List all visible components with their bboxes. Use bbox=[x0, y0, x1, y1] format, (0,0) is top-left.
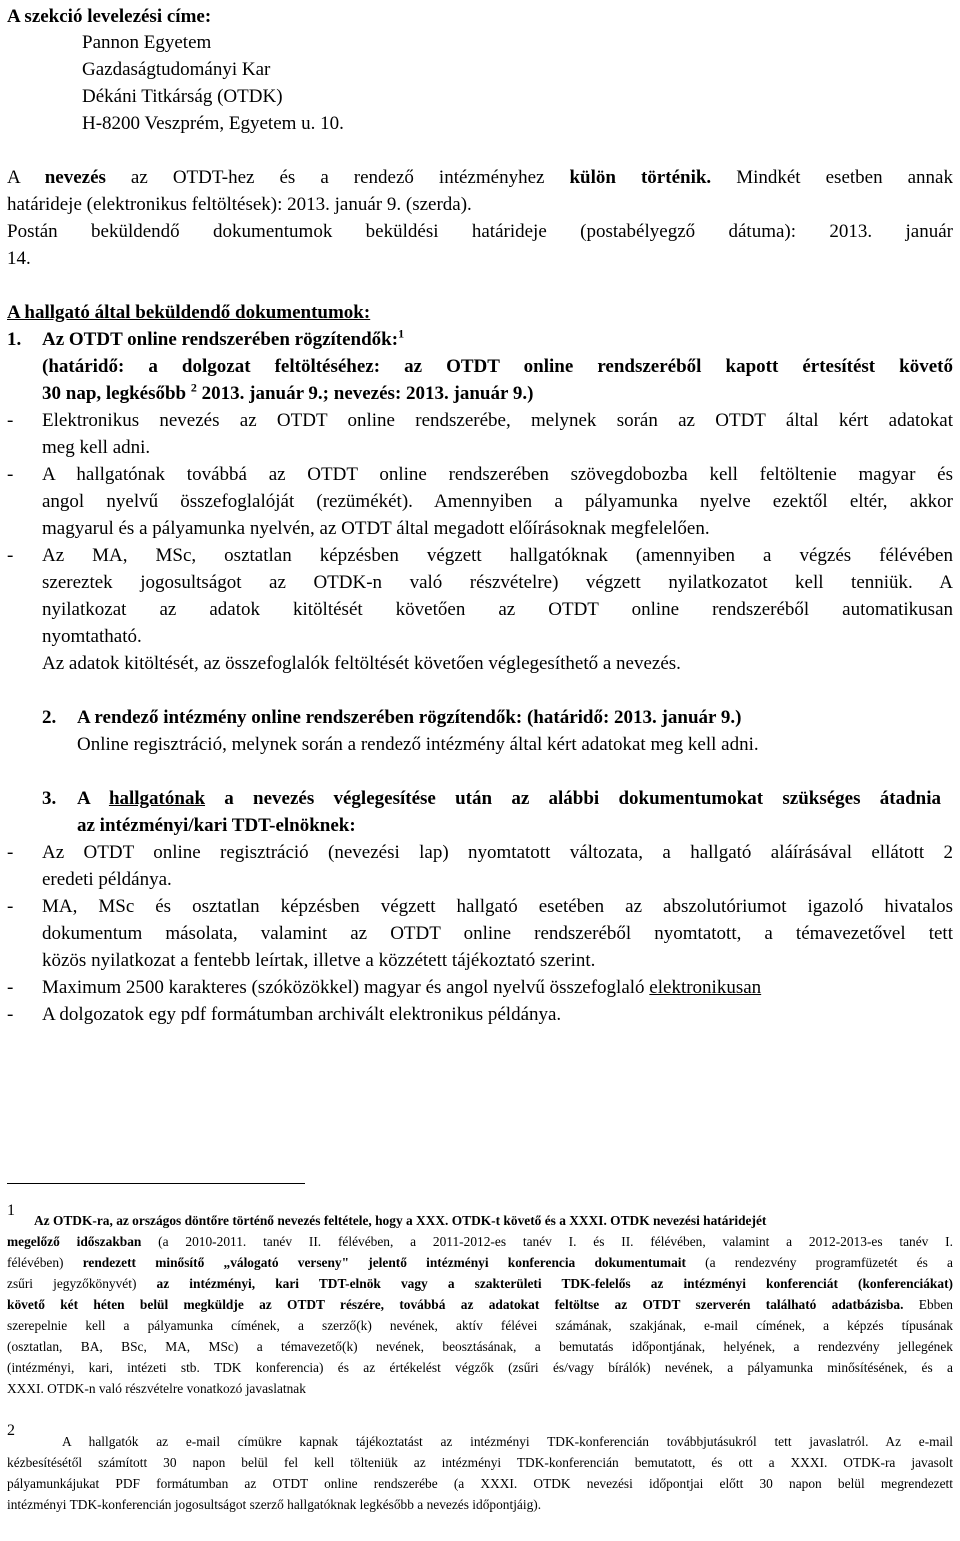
footnote-1-line-9: XXXI. OTDK-n való részvételre vonatkozó javaslatnak bbox=[7, 1381, 306, 1396]
bullet3-4: A dolgozatok egy pdf formátumban archivált elektronikus példánya. bbox=[42, 1004, 562, 1025]
bullet1-3-line-3: nyilatkozat az adatok kitöltését követően az OTDT online rendszeréből automatikusan bbox=[42, 599, 953, 620]
footnote-ref-2: 2 bbox=[190, 380, 197, 395]
footnote-1-line-1: Az OTDK-ra, az országos döntőre történő nevezés feltétele, hogy a XXX. OTDK-t követő és a XXXI. OTDK nevezési határidejét bbox=[34, 1213, 767, 1228]
footnote-1-line-6: szerepelnie kell a pályamunka címének, a szerző(k) nevének, aktív félévei számának, szakjának, e-mail címének, a képzés típusának bbox=[7, 1318, 953, 1333]
address-line-3: Dékáni Titkárság (OTDK) bbox=[82, 86, 283, 107]
footnote-1-line-2: megelőző időszakban (a 2010-2011. tanév II. félévében, a 2011-2012-es tanév I. és II. félévében, valamint a 2012-2013-es tanév I. bbox=[7, 1234, 953, 1249]
bullet-dash: - bbox=[7, 545, 14, 566]
docs-heading: A hallgató által beküldendő dokumentumok: bbox=[7, 302, 371, 323]
item1-deadline-line-1: (határidő: a dolgozat feltöltéséhez: az OTDT online rendszeréből kapott értesítést követő bbox=[42, 356, 953, 377]
intro-line-4: 14. bbox=[7, 248, 31, 269]
footnote-2-line-4: intézményi TDK-konferencián jogosultságot szerző hallgatóknak legkésőbb a nevezés időpontjáig). bbox=[7, 1497, 542, 1512]
item3-title-line-2: az intézményi/kari TDT-elnöknek: bbox=[77, 815, 356, 836]
footnote-2-line-3: pályamunkájukat PDF formátumban az OTDT online rendszerébe (a XXXI. OTDK nevezési időpontjai előtt 30 napon belül megrendezett bbox=[7, 1476, 953, 1491]
footnote-1-line-8: (intézményi, kari, intézeti stb. TDK konferencia) és az értékelést végzők (zsűri és/vagy bírálók) nevének, a pályamunka minősítésének, és a bbox=[7, 1360, 953, 1375]
bullet-dash: - bbox=[7, 410, 14, 431]
footnote-2-line-1: A hallgatók az e-mail címükre kapnak tájékoztatást az intézményi TDK-konferencián továbbjutásukról tett javaslatról. Az e-mail bbox=[62, 1434, 953, 1449]
footnote-1-line-3: félévében) rendezett minősítő „válogató verseny" jelentő intézményi konferencia dokumentumait (a rendezvény programfüzetét és a bbox=[7, 1255, 953, 1270]
item1-title: Az OTDT online rendszerében rögzítendők:$^1$ bbox=[42, 326, 405, 350]
bullet-dash: - bbox=[7, 464, 14, 485]
bullet3-3: Maximum 2500 karakteres (szóközökkel) magyar és angol nyelvű összefoglaló elektronikusan bbox=[42, 977, 762, 998]
bullet1-1-line-2: meg kell adni. bbox=[42, 437, 151, 458]
bullet-dash: - bbox=[7, 842, 14, 863]
intro-line-2: határideje (elektronikus feltöltések): 2013. január 9. (szerda). bbox=[7, 194, 472, 215]
bullet-dash: - bbox=[7, 977, 14, 998]
footnote-ref-1: 1 bbox=[398, 326, 405, 341]
item1-deadline-line-2: 30 nap, legkésőbb $^2$ 2013. január 9.; nevezés: 2013. január 9.) bbox=[42, 380, 534, 404]
item1-number: 1. bbox=[7, 329, 22, 350]
bullet3-1-line-1: Az OTDT online regisztráció (nevezési lap) nyomtatott változata, a hallgató aláírásával ellátott 2 bbox=[42, 842, 953, 863]
item2-description: Online regisztráció, melynek során a rendező intézmény által kért adatokat meg kell adni. bbox=[77, 734, 759, 755]
bullet3-2-line-3: közös nyilatkozat a fentebb leírtak, illetve a közzétett tájékoztató szerint. bbox=[42, 950, 596, 971]
bullet-dash: - bbox=[7, 896, 14, 917]
intro-line-3: Postán beküldendő dokumentumok beküldési határideje (postabélyegző dátuma): 2013. január bbox=[7, 221, 953, 242]
footnote-2-number: 2 bbox=[7, 1422, 15, 1439]
bullet1-1-line-1: Elektronikus nevezés az OTDT online rendszerébe, melynek során az OTDT által kért adatokat bbox=[42, 410, 953, 431]
address-heading: A szekció levelezési címe: bbox=[7, 6, 212, 27]
footnote-2-line-2: kézbesítésétől számított 30 napon belül fel kell tölteniük az intézményi TDK-konferencián bemutatott, és ott a XXXI. OTDK-ra javasolt bbox=[7, 1455, 953, 1470]
item3-number: 3. bbox=[42, 788, 57, 809]
item3-title-line-1: A hallgatónak a nevezés véglegesítése után az alábbi dokumentumokat szükséges átadnia bbox=[77, 788, 941, 809]
footnote-separator bbox=[7, 1183, 305, 1184]
intro-line-1: A nevezés az OTDT-hez és a rendező intézményhez külön történik. Mindkét esetben annak bbox=[7, 167, 953, 188]
footnote-1-line-7: (osztatlan, BA, BSc, MA, MSc) a témavezető(k) nevének, beosztásának, a bemutatás időpontjának, helyének, a rendezvény jellegének bbox=[7, 1339, 953, 1354]
bullet3-1-line-2: eredeti példánya. bbox=[42, 869, 172, 890]
footnote-1-line-5: követő két héten belül megküldje az OTDT részére, továbbá az adatokat feltöltse az OTDT szerverén található adatbázisba. Ebben bbox=[7, 1297, 953, 1312]
bullet1-3-line-2: szereztek jogosultságot az OTDK-n való részvételre) végzett nyilatkozatot kell tenniük. A bbox=[42, 572, 953, 593]
bullet3-2-line-2: dokumentum másolata, valamint az OTDT online rendszeréből nyomtatott, a témavezetővel tett bbox=[42, 923, 953, 944]
bullet1-2-line-3: magyarul és a pályamunka nyelvén, az OTDT által megadott előírásoknak megfelelően. bbox=[42, 518, 710, 539]
bullet3-2-line-1: MA, MSc és osztatlan képzésben végzett hallgató esetében az abszolutóriumot igazoló hivatalos bbox=[42, 896, 953, 917]
bullet1-3-line-4: nyomtatható. bbox=[42, 626, 142, 647]
bullet1-2-line-2: angol nyelvű összefoglalóját (rezümékét). Amennyiben a pályamunka nyelve ezektől eltér, akkor bbox=[42, 491, 953, 512]
address-line-4: H-8200 Veszprém, Egyetem u. 10. bbox=[82, 113, 344, 134]
bullet1-3-line-1: Az MA, MSc, osztatlan képzésben végzett hallgatóknak (amennyiben a végzés félévében bbox=[42, 545, 953, 566]
finalize-note: Az adatok kitöltését, az összefoglalók feltöltését követően véglegesíthető a nevezés. bbox=[42, 653, 681, 674]
item2-title: A rendező intézmény online rendszerében rögzítendők: (határidő: 2013. január 9.) bbox=[77, 707, 742, 728]
address-line-2: Gazdaságtudományi Kar bbox=[82, 59, 271, 80]
bullet1-2-line-1: A hallgatónak továbbá az OTDT online rendszerében szövegdobozba kell feltöltenie magyar és bbox=[42, 464, 953, 485]
footnote-1-line-4: zsűri jegyzőkönyvét) az intézményi, kari TDT-elnök vagy a szakterületi TDK-felelős az intézményi konferenciát (konferenciákat) bbox=[7, 1276, 953, 1291]
address-line-1: Pannon Egyetem bbox=[82, 32, 212, 53]
footnote-1-number: 1 bbox=[7, 1202, 15, 1219]
item2-number: 2. bbox=[42, 707, 57, 728]
bullet-dash: - bbox=[7, 1004, 14, 1025]
